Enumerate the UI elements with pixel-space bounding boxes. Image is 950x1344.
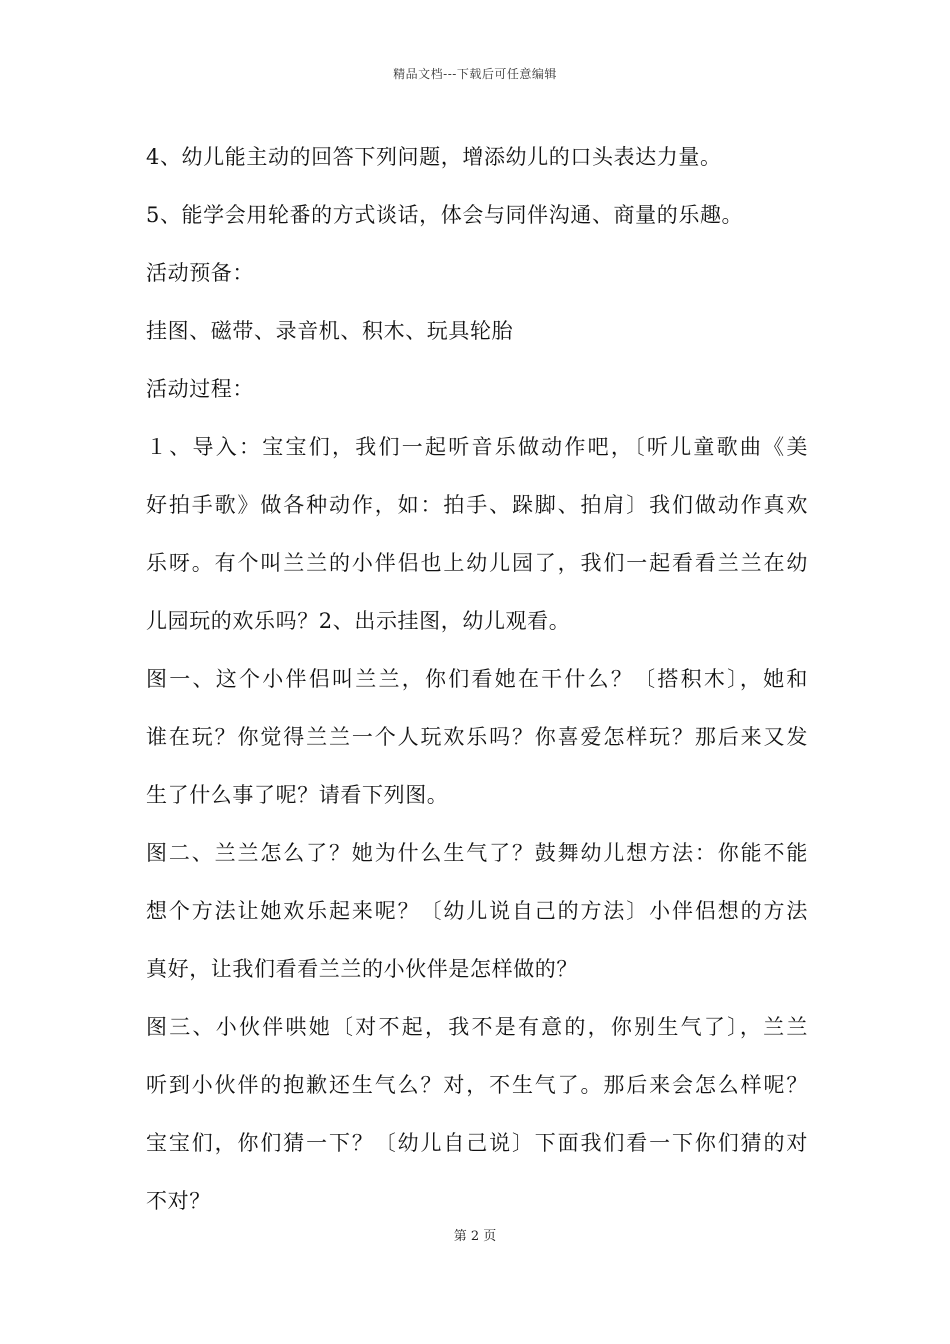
text-line: １、导入：宝宝们，我们一起听音乐做动作吧，〔听儿童歌曲《美	[146, 435, 808, 459]
text-line: 想个方法让她欢乐起来呢？〔幼儿说自己的方法〕小伴侣想的方法	[146, 899, 808, 923]
text-line: 真好，让我们看看兰兰的小伙伴是怎样做的？	[146, 957, 578, 981]
page-number: 第 2 页	[453, 1229, 497, 1244]
text-line: 宝宝们，你们猜一下？〔幼儿自己说〕下面我们看一下你们猜的对	[146, 1131, 808, 1155]
text-line: 图三、小伙伴哄她〔对不起，我不是有意的，你别生气了〕，兰兰	[146, 1015, 808, 1039]
text-line: 图二、兰兰怎么了？她为什么生气了？鼓舞幼儿想方法：你能不能	[146, 841, 808, 865]
text-line: 听到小伙伴的抱歉还生气么？对，不生气了。那后来会怎么样呢？	[146, 1073, 808, 1097]
text-line: 5、能学会用轮番的方式谈话，体会与同伴沟通、商量的乐趣。	[146, 203, 744, 227]
text-line: 乐呀。有个叫兰兰的小伴侣也上幼儿园了，我们一起看看兰兰在幼	[146, 551, 808, 575]
text-line: 生了什么事了呢？请看下列图。	[146, 783, 449, 807]
text-line: 好拍手歌》做各种动作，如：拍手、跺脚、拍肩〕我们做动作真欢	[146, 493, 808, 517]
text-line: 图一、这个小伴侣叫兰兰，你们看她在干什么？〔搭积木〕，她和	[146, 667, 808, 691]
text-line: 活动预备：	[146, 261, 254, 285]
text-line: 不对？	[146, 1189, 211, 1213]
text-line: 谁在玩？你觉得兰兰一个人玩欢乐吗？你喜爱怎样玩？那后来又发	[146, 725, 808, 749]
text-line: 4、幼儿能主动的回答下列问题，增添幼儿的口头表达力量。	[146, 145, 722, 169]
page-header: 精品文档---下载后可任意编辑	[393, 67, 557, 81]
text-line: 挂图、磁带、录音机、积木、玩具轮胎	[146, 319, 514, 343]
text-line: 儿园玩的欢乐吗？2、出示挂图，幼儿观看。	[146, 609, 571, 633]
document-body	[146, 128, 808, 1230]
text-line: 活动过程：	[146, 377, 254, 401]
